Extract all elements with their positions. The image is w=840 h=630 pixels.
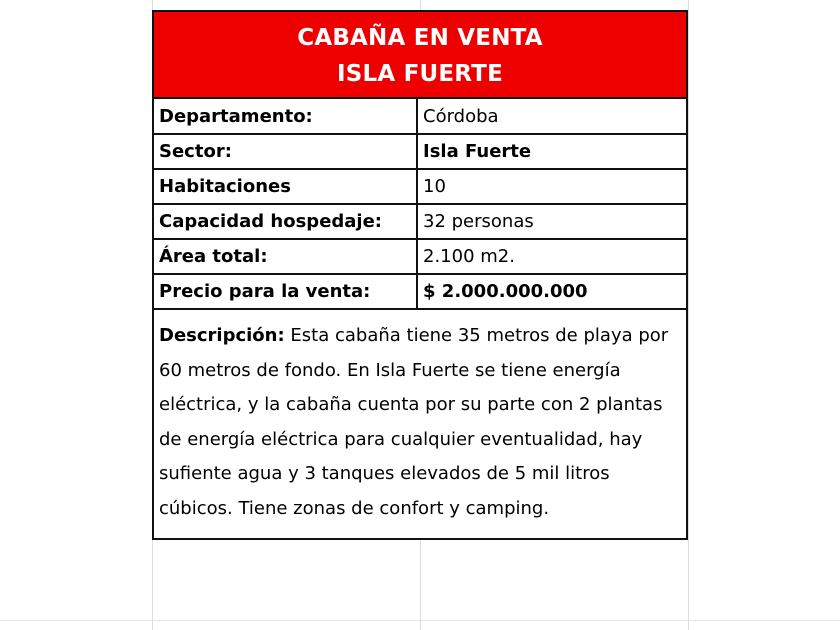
row-label-precio: Precio para la venta: — [154, 274, 417, 309]
row-label-departamento: Departamento: — [154, 99, 417, 134]
table-row — [154, 239, 686, 274]
description-text: Esta cabaña tiene 35 metros de playa por 60 metros de fondo. En Isla Fuerte se tiene energía eléctrica, y la cabaña cuenta por su parte con 2 plantas de energía eléctrica para cualquier eventualidad, hay sufiente agua y 3 tanques elevados de 5 mil litros cúbicos. Tiene zonas de confort y camping. — [159, 325, 669, 519]
grid-column-line — [688, 0, 689, 630]
row-label-habitaciones: Habitaciones — [154, 169, 417, 204]
property-listing-sheet — [152, 10, 688, 540]
row-label-sector: Sector: — [154, 134, 417, 169]
table-row — [154, 99, 686, 134]
table-row — [154, 204, 686, 239]
row-label-area: Área total: — [154, 239, 417, 274]
description-label: Descripción: — [159, 325, 285, 346]
row-value-habitaciones: 10 — [417, 169, 686, 204]
property-details-table — [154, 99, 686, 310]
row-value-area: 2.100 m2. — [417, 239, 686, 274]
table-row — [154, 274, 686, 309]
row-value-capacidad: 32 personas — [417, 204, 686, 239]
row-value-sector: Isla Fuerte — [417, 134, 686, 169]
header-title: CABAÑA EN VENTA — [297, 25, 543, 51]
description-block — [154, 310, 686, 538]
listing-header — [154, 12, 686, 99]
table-row — [154, 169, 686, 204]
row-value-departamento: Córdoba — [417, 99, 686, 134]
table-row — [154, 134, 686, 169]
header-location: ISLA FUERTE — [337, 61, 503, 87]
grid-row-line — [0, 620, 840, 621]
row-label-capacidad: Capacidad hospedaje: — [154, 204, 417, 239]
row-value-precio: $ 2.000.000.000 — [417, 274, 686, 309]
